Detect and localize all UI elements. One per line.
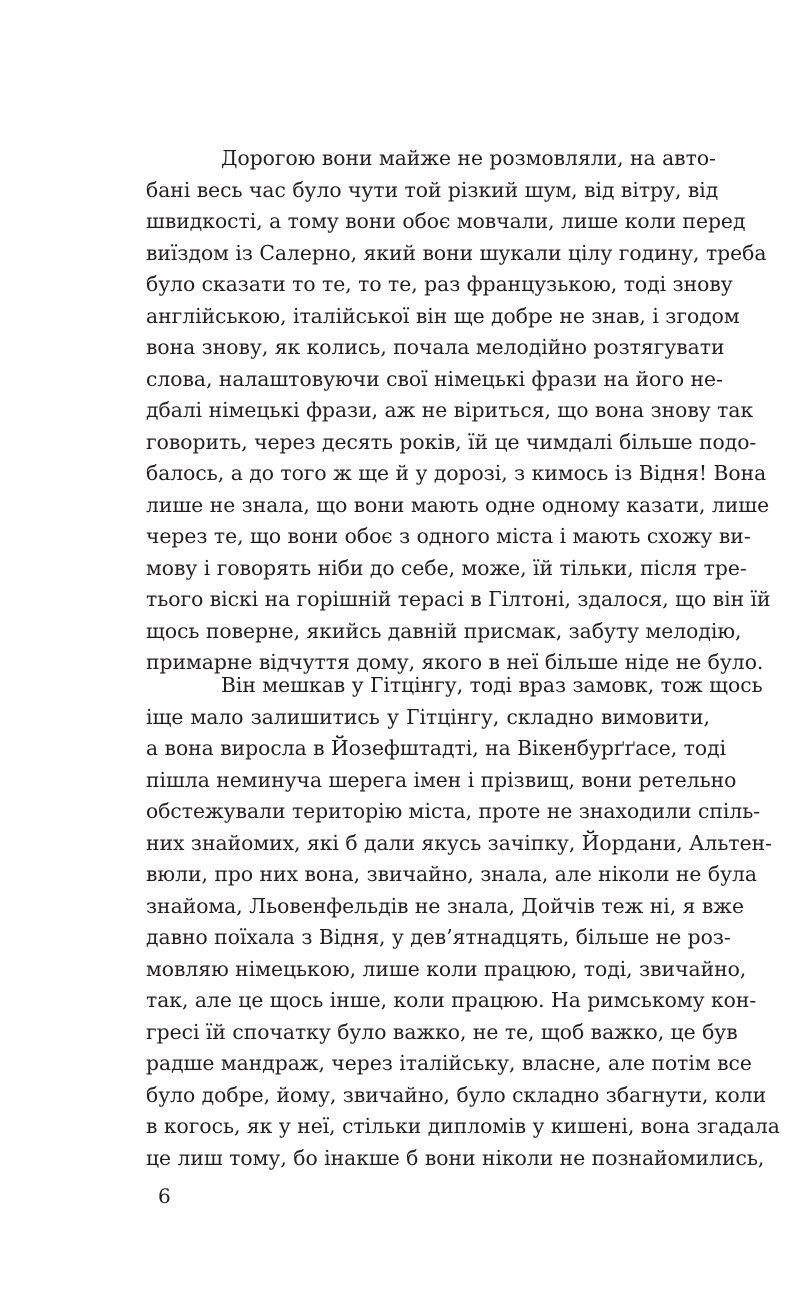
text-line: в когось, як у неї, стільки дипломів у кишені, вона згадала <box>146 1114 780 1138</box>
text-line: вюли, про них вона, звичайно, знала, але ніколи не була <box>146 862 758 886</box>
text-line: знайома, Льовенфельдів не знала, Дойчів теж ні, я вже <box>146 893 744 918</box>
paragraph-2 <box>146 670 780 1174</box>
text-line: мовляю німецькою, лише коли працюю, тоді, звичайно, <box>146 956 747 981</box>
text-line: дбалі німецькі фрази, аж не віриться, що вона знову так <box>146 398 754 422</box>
text-line: мову і говорять ніби до себе, може, їй тільки, після тре- <box>146 555 747 580</box>
text-line: було добре, йому, звичайно, було складно збагнути, коли <box>146 1082 767 1107</box>
text-line: Дорогою вони майже не розмовляли, на авто- <box>221 146 716 170</box>
text-line: вона знову, як колись, почала мелодійно розтягувати <box>146 335 725 359</box>
text-line: через те, що вони обоє з одного міста і мають схожу ви- <box>146 524 751 548</box>
text-line: них знайомих, які б дали якусь зачіпку, Йордани, Альтен- <box>146 830 773 855</box>
page-number: 6 <box>158 1184 171 1208</box>
text-line: примарне відчуття дому, якого в неї більше ніде не було. <box>146 650 764 674</box>
paragraph-1 <box>146 143 771 679</box>
text-line: швидкості, а тому вони обоє мовчали, лише коли перед <box>146 209 746 233</box>
text-line: говорить, через десять років, їй це чимдалі більше подо- <box>146 429 757 454</box>
text-line: давно поїхала з Відня, у дев’ятнадцять, більше не роз- <box>146 925 731 949</box>
text-line: іще мало залишитись у Гітцінгу, складно вимовити, <box>146 704 710 729</box>
text-line: слова, налаштовуючи свої німецькі фрази на його не- <box>146 366 723 391</box>
text-line: було сказати то те, то те, раз французькою, тоді знову <box>146 272 733 296</box>
text-line: обстежували територію міста, проте не знаходили спіль- <box>146 799 761 823</box>
text-line: щось поверне, якийсь давній присмак, забуту мелодію, <box>146 618 742 643</box>
text-line: бані весь час було чути той різкий шум, від вітру, від <box>146 177 719 202</box>
text-line: балось, а до того ж ще й у дорозі, з кимось із Відня! Вона <box>146 461 767 485</box>
text-line: радше мандраж, через італійську, власне, але потім все <box>146 1051 752 1075</box>
text-line: виїздом із Салерно, який вони шукали цілу годину, треба <box>146 240 767 265</box>
text-line: так, але це щось інше, коли працюю. На римському кон- <box>146 988 757 1012</box>
text-line: лише не знала, що вони мають одне одному казати, лише <box>146 492 770 517</box>
text-line: це лиш тому, бо інакше б вони ніколи не познайомились, <box>146 1145 765 1170</box>
text-line: англійською, італійської він ще добре не знав, і згодом <box>146 303 740 328</box>
text-line: гресі їй спочатку було важко, не те, щоб важко, це був <box>146 1019 738 1044</box>
text-line: пішла неминуча шерега імен і прізвищ, вони ретельно <box>146 767 737 792</box>
text-line: а вона виросла в Йозефштадті, на Вікенбурґґасе, тоді <box>146 736 727 760</box>
text-line: Він мешкав у Гітцінгу, тоді враз замовк, тож щось <box>221 673 763 697</box>
text-line: тього віскі на горішній терасі в Гілтоні, здалося, що він їй <box>146 587 771 611</box>
